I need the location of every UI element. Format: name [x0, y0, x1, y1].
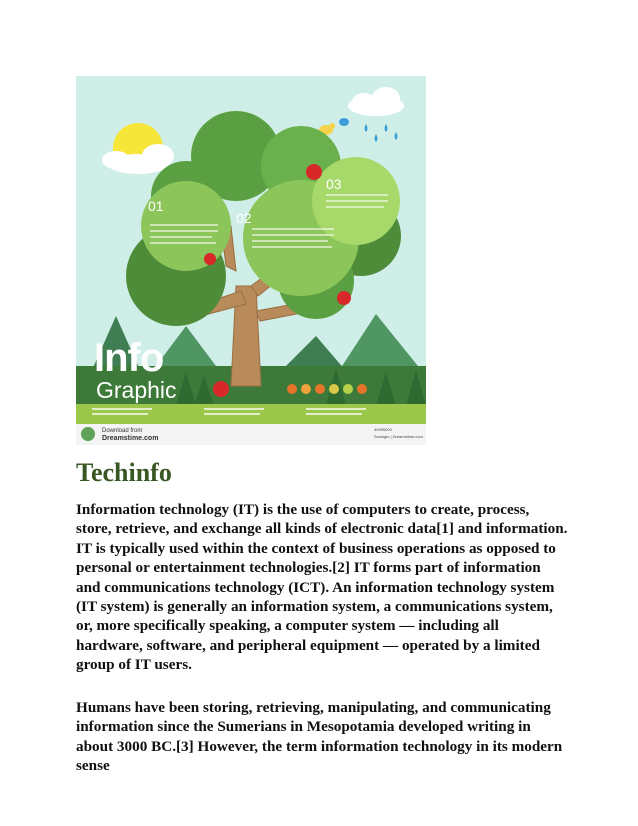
stock-author: Sunsiglo | Dreamstime.com [374, 434, 423, 439]
label-03: 03 [326, 176, 342, 192]
label-02: 02 [236, 210, 252, 226]
download-line-1: Download from [102, 428, 143, 434]
label-01: 01 [148, 198, 164, 214]
paragraph-2: Humans have been storing, retrieving, manipulating, and communicating information since the Sumerians in Mesopotamia developed writing in about 3000 BC.[3] However, the term information technology in its modern sense [76, 699, 563, 775]
infographic-image [76, 76, 426, 445]
stock-info [374, 426, 423, 440]
paragraph-1: Information technology (IT) is the use of computers to create, process, store, retrieve, and exchange all kinds of electronic data[1] and information. IT is typically used within the context of business operations as opposed to personal or entertainment technologies.[2] IT forms part of information and communications technology (ICT). An information technology system (IT system) is generally an information system, a communications system, or, more specifically speaking, a computer system — including all hardware, software, and peripheral equipment — operated by a limited group of IT users. [76, 501, 568, 674]
download-watermark [102, 428, 158, 443]
dreamstime-logo [81, 427, 95, 441]
stock-id: 40955000 [374, 427, 392, 432]
info-title: Info [94, 336, 164, 380]
download-line-2: Dreamstime.com [102, 435, 159, 442]
graphic-title: Graphic [96, 377, 177, 403]
document-heading: Techinfo [76, 458, 172, 487]
